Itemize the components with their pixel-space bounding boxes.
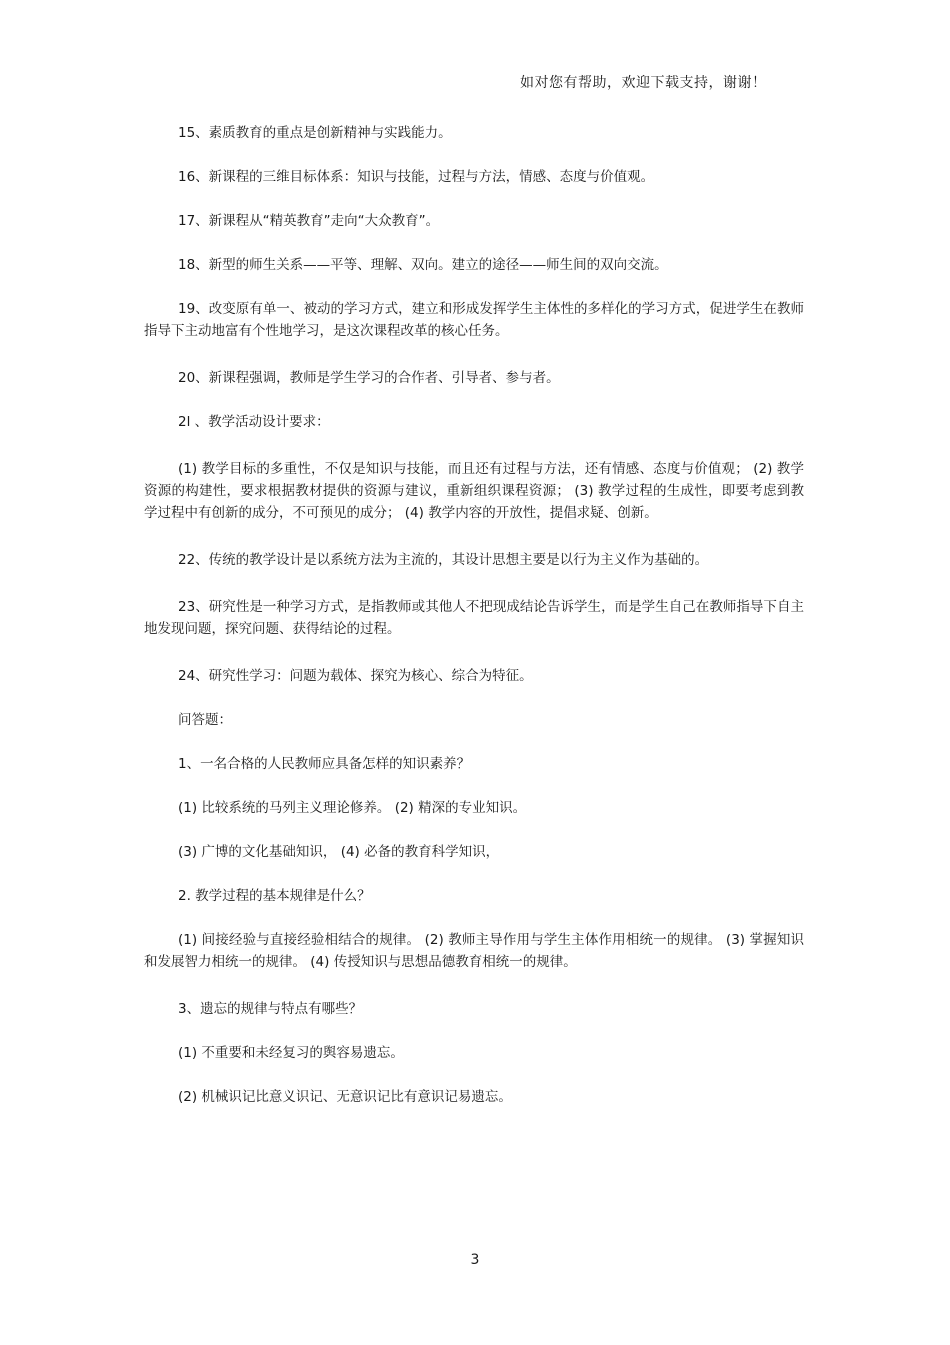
- paragraph-23: 23、研究性是一种学习方式，是指教师或其他人不把现成结论告诉学生，而是学生自己在教师指导下自主地发现问题，探究问题、获得结论的过程。: [144, 599, 804, 637]
- answer-1-part-1: (1) 比较系统的马列主义理论修养。 (2) 精深的专业知识。: [178, 800, 527, 816]
- paragraph-15: 15、素质教育的重点是创新精神与实践能力。: [178, 125, 452, 141]
- page-number: 3: [470, 1252, 480, 1268]
- paragraph-21: 2l 、教学活动设计要求：: [178, 414, 330, 430]
- question-3: 3、遗忘的规律与特点有哪些？: [178, 1001, 363, 1017]
- document-body: [144, 122, 804, 1130]
- answer-1-part-2: (3) 广博的文化基础知识， (4) 必备的教育科学知识，: [178, 844, 500, 860]
- section-heading-qa: 问答题：: [178, 712, 232, 728]
- paragraph-22: 22、传统的教学设计是以系统方法为主流的，其设计思想主要是以行为主义作为基础的。: [178, 552, 709, 568]
- paragraph-17: 17、新课程从“精英教育”走向“大众教育”。: [178, 213, 440, 229]
- paragraph-20: 20、新课程强调，教师是学生学习的合作者、引导者、参与者。: [178, 370, 560, 386]
- answer-3-part-1: (1) 不重要和未经复习的舆容易遗忘。: [178, 1045, 404, 1061]
- paragraph-16: 16、新课程的三维目标体系：知识与技能，过程与方法，情感、态度与价值观。: [178, 169, 655, 185]
- question-2: 2. 教学过程的基本规律是什么？: [178, 888, 371, 904]
- paragraph-18: 18、新型的师生关系——平等、理解、双向。建立的途径——师生间的双向交流。: [178, 257, 668, 273]
- paragraph-21-detail: (1) 教学目标的多重性，不仅是知识与技能，而且还有过程与方法，还有情感、态度与价值观； (2) 教学资源的构建性，要求根据教材提供的资源与建议，重新组织课程资源； (3) 教学过程的生成性，即要考虑到教学过程中有创新的成分，不可预见的成分； (4) 教学内容的开放性，提倡求疑、创新。: [144, 461, 804, 521]
- paragraph-24: 24、研究性学习：问题为载体、探究为核心、综合为特征。: [178, 668, 533, 684]
- answer-3-part-2: (2) 机械识记比意义识记、无意识记比有意识记易遗忘。: [178, 1089, 512, 1105]
- question-1: 1、一名合格的人民教师应具备怎样的知识素养？: [178, 756, 471, 772]
- header-note: 如对您有帮助，欢迎下载支持，谢谢！: [520, 75, 767, 91]
- answer-2: (1) 间接经验与直接经验相结合的规律。 (2) 教师主导作用与学生主体作用相统一的规律。 (3) 掌握知识和发展智力相统一的规律。 (4) 传授知识与思想品德教育相统一的规律。: [144, 932, 804, 970]
- paragraph-19: 19、改变原有单一、被动的学习方式，建立和形成发挥学生主体性的多样化的学习方式，促进学生在教师指导下主动地富有个性地学习，是这次课程改革的核心任务。: [144, 301, 804, 339]
